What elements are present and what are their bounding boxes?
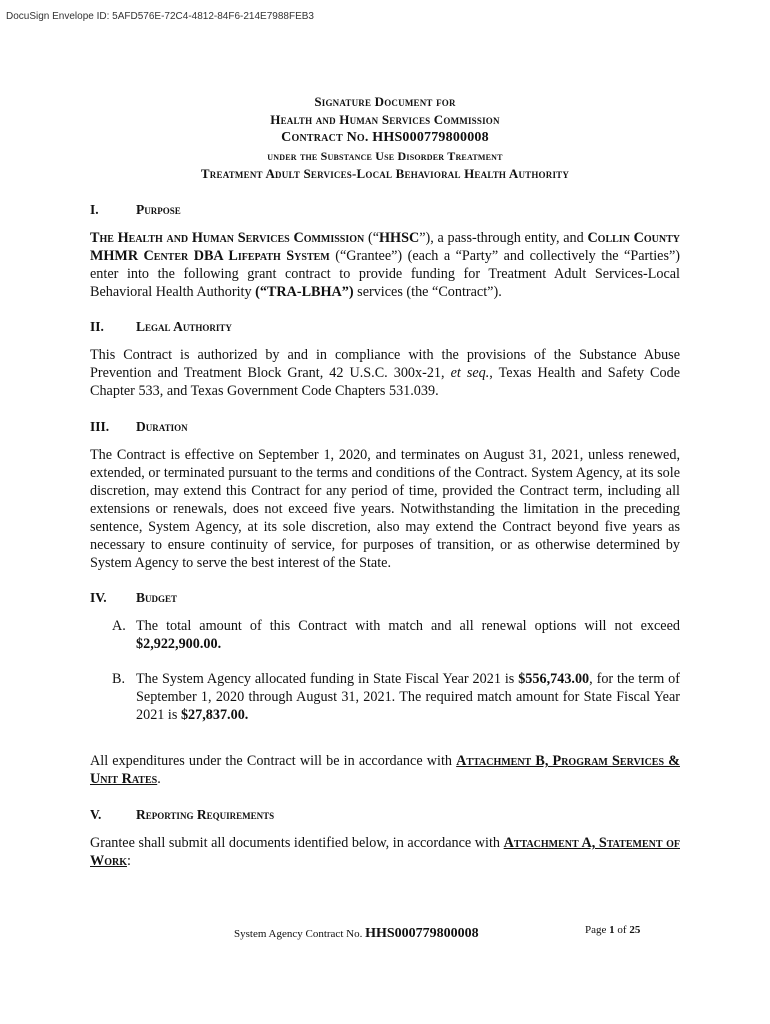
text-run: (“Grantee”) (each a “Party” and collectively the “Parties”) enter into the following grant contract to provide funding for Treatment Adult Services-Local Behavioral Health Authority <box>90 248 680 300</box>
document-title <box>0 93 770 183</box>
text-run: The System Agency allocated funding in State Fiscal Year 2021 is <box>136 671 519 687</box>
list-marker: A. <box>112 618 126 634</box>
section-heading-purpose <box>90 201 680 220</box>
page-number <box>585 924 640 936</box>
docusign-envelope-id: DocuSign Envelope ID: 5AFD576E-72C4-4812-84F6-214E7988FEB3 <box>6 11 314 22</box>
section-number: V. <box>90 807 102 822</box>
section-heading-reporting <box>90 806 680 825</box>
section-title: Duration <box>136 419 188 434</box>
text-run: services (the “Contract”). <box>353 284 502 300</box>
section-number: I. <box>90 202 99 217</box>
allocated-amount: $556,743.00 <box>518 671 590 687</box>
tra-lbha-abbr: (“TRA-LBHA”) <box>255 284 354 300</box>
text-run: : <box>126 853 131 869</box>
text-run: (“ <box>364 230 380 246</box>
footer-contract-label: System Agency Contract No. <box>234 928 366 940</box>
section-title: Legal Authority <box>136 319 232 334</box>
text-run: This Contract is authorized by and in compliance with the provisions of the Substance Abuse Prevention and Treatment Block Grant, 42 U.S.C. 300x-21, <box>90 347 680 381</box>
title-line-3: Contract No. HHS000779800008 <box>281 130 489 145</box>
section-heading-legal-authority <box>90 318 680 337</box>
party-grantee-name: Collin County MHMR Center DBA Lifepath System <box>90 230 680 264</box>
text-run: , Texas Health and Safety Code Chapter 533, and Texas Government Code Chapters 531.039. <box>90 365 681 399</box>
page-label: Page <box>585 924 610 936</box>
title-line-1: Signature Document for <box>314 94 456 109</box>
title-line-4: under the Substance Use Disorder Treatment <box>267 149 503 163</box>
duration-paragraph: The Contract is effective on September 1, 2020, and terminates on August 31, 2021, unless renewed, extended, or terminated pursuant to the terms and conditions of the Contract. System Agency, at its sole discretion, may extend this Contract for any period of time, provided the Contract term, including all extensions or renewals, does not exceed five years. Notwithstanding the limitation in the preceding sentence, System Agency, at its sole discretion, also may extend the Contract beyond five years as necessary to ensure continuity of service, for purposes of transition, or as otherwise determined by System Agency to serve the best interest of the State. <box>90 447 680 571</box>
expenditures-paragraph <box>90 752 680 788</box>
reporting-paragraph <box>90 834 680 870</box>
section-number: IV. <box>90 590 107 605</box>
section-title: Purpose <box>136 202 181 217</box>
total-amount: $2,922,900.00. <box>136 636 222 652</box>
attachment-a-link[interactable]: Attachment A, Statement of Work <box>90 835 680 869</box>
attachment-b-link[interactable]: Attachment B, Program Services & Unit Rates <box>90 753 680 787</box>
purpose-paragraph <box>90 229 680 301</box>
title-line-2: Health and Human Services Commission <box>270 112 500 127</box>
section-heading-duration <box>90 418 680 437</box>
total-pages: 25 <box>629 924 641 936</box>
hhsc-abbr: HHSC <box>379 230 420 246</box>
legal-authority-paragraph <box>90 346 680 400</box>
party-hhsc-name: The Health and Human Services Commission <box>90 230 365 246</box>
current-page: 1 <box>609 924 615 936</box>
text-run: . <box>157 771 161 787</box>
text-run: All expenditures under the Contract will be in accordance with <box>90 753 457 769</box>
text-run: Grantee shall submit all documents identified below, in accordance with <box>90 835 504 851</box>
text-run: ”), a pass-through entity, and <box>419 230 588 246</box>
list-marker: B. <box>112 671 126 687</box>
budget-item-a <box>112 617 680 653</box>
match-amount: $27,837.00. <box>180 707 249 723</box>
budget-item-b <box>112 670 680 724</box>
section-number: III. <box>90 419 110 434</box>
page-of: of <box>614 924 630 936</box>
text-run: The total amount of this Contract with match and all renewal options will not exceed <box>136 618 680 634</box>
et-seq: et seq. <box>450 365 490 381</box>
text-run: , for the term of September 1, 2020 through August 31, 2021. The required match amount for State Fiscal Year 2021 is <box>136 671 680 723</box>
section-title: Reporting Requirements <box>136 807 275 822</box>
footer-contract <box>234 926 479 942</box>
footer-contract-number: HHS000779800008 <box>365 926 479 941</box>
section-number: II. <box>90 319 104 334</box>
section-title: Budget <box>136 590 178 605</box>
section-heading-budget <box>90 589 680 608</box>
title-line-5: Treatment Adult Services-Local Behavioral Health Authority <box>200 166 570 181</box>
